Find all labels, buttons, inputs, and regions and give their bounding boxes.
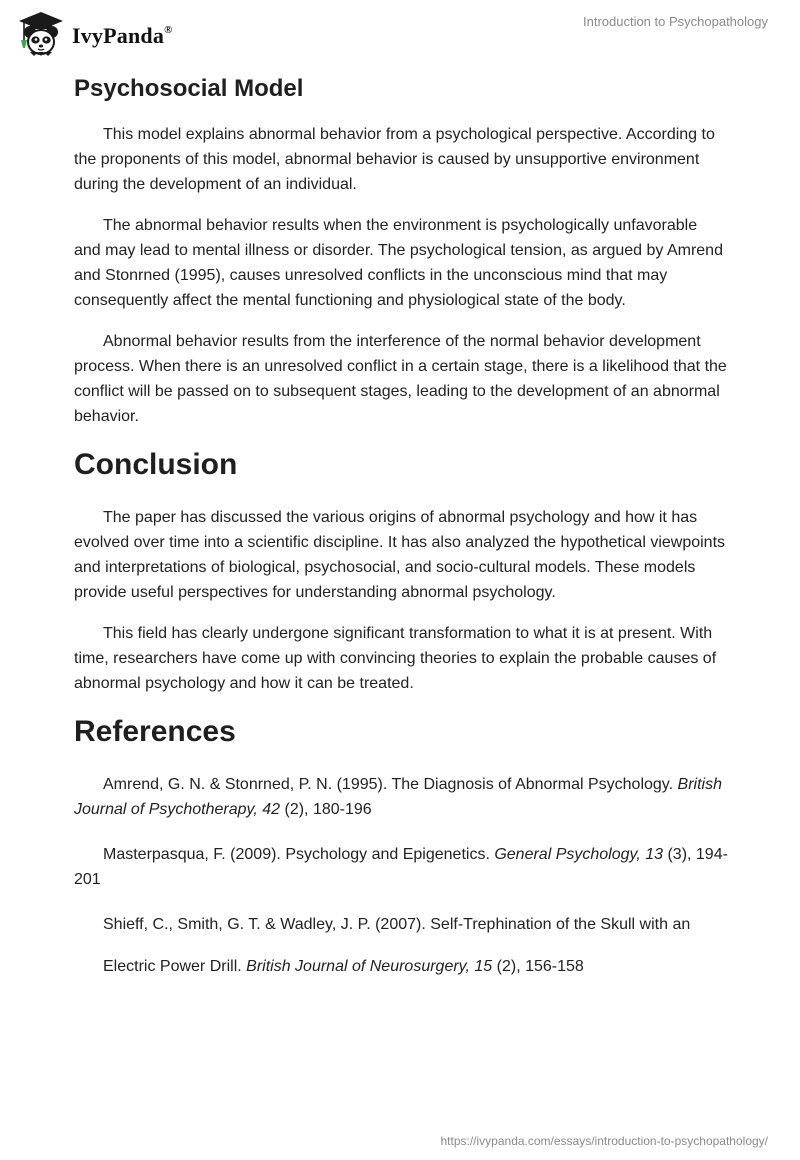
ivypanda-logo[interactable] bbox=[16, 10, 173, 58]
document-title: Introduction to Psychopathology bbox=[582, 14, 768, 29]
registered-mark: ® bbox=[164, 23, 173, 36]
paragraph: The abnormal behavior results when the environment is psychologically unfavorable and may lead to mental illness or disorder. The psychological tension, as argued by Amrend and Stonrned (1995), causes unresolved conflicts in the unconscious mind that may consequently affect the mental functioning and physiological state of the body. bbox=[74, 217, 723, 309]
journal-title: General Psychology, 13 bbox=[494, 846, 664, 863]
reference-item: Shieff, C., Smith, G. T. & Wadley, J. P. (2007). Self-Trephination of the Skull with an bbox=[103, 916, 691, 933]
psychosocial-heading: Psychosocial Model bbox=[74, 75, 304, 102]
paragraph: Abnormal behavior results from the interference of the normal behavior development process. When there is an unresolved conflict in a certain stage, there is a likelihood that the conflict will be passed on to subsequent stages, leading to the development of an abnormal behavior. bbox=[74, 333, 727, 425]
journal-title: British Journal of Psychotherapy, 42 bbox=[74, 776, 722, 818]
paragraph: This field has clearly undergone significant transformation to what it is at present. With time, researchers have come up with convincing theories to explain the probable causes of abnormal psychology and how it can be treated. bbox=[74, 625, 717, 692]
document-body bbox=[74, 72, 728, 999]
reference-item: Electric Power Drill. British Journal of Neurosurgery, 15 (2), 156-158 bbox=[103, 958, 584, 975]
conclusion-heading: Conclusion bbox=[74, 448, 238, 481]
paragraph: This model explains abnormal behavior from a psychological perspective. According to the proponents of this model, abnormal behavior is caused by unsupportive environment during the development of an individual. bbox=[74, 126, 715, 193]
paragraph: The paper has discussed the various origins of abnormal psychology and how it has evolved over time into a scientific discipline. It has also analyzed the hypothetical viewpoints and interpretations of biological, psychosocial, and socio-cultural models. These models provide useful perspectives for understanding abnormal psychology. bbox=[74, 509, 726, 601]
journal-title: British Journal of Neurosurgery, 15 bbox=[246, 958, 493, 975]
panda-graduate-icon bbox=[16, 10, 66, 58]
references-heading: References bbox=[74, 715, 236, 748]
logo-wordmark: IvyPanda® bbox=[72, 23, 173, 48]
reference-item: Amrend, G. N. & Stonrned, P. N. (1995). The Diagnosis of Abnormal Psychology. British Journal of Psychotherapy, 42 (2), 180-196 bbox=[74, 776, 722, 818]
reference-item: Masterpasqua, F. (2009). Psychology and Epigenetics. General Psychology, 13 (3), 194-201 bbox=[74, 846, 728, 888]
source-url[interactable]: https://ivypanda.com/essays/introduction-to-psychopathology/ bbox=[440, 1134, 768, 1148]
